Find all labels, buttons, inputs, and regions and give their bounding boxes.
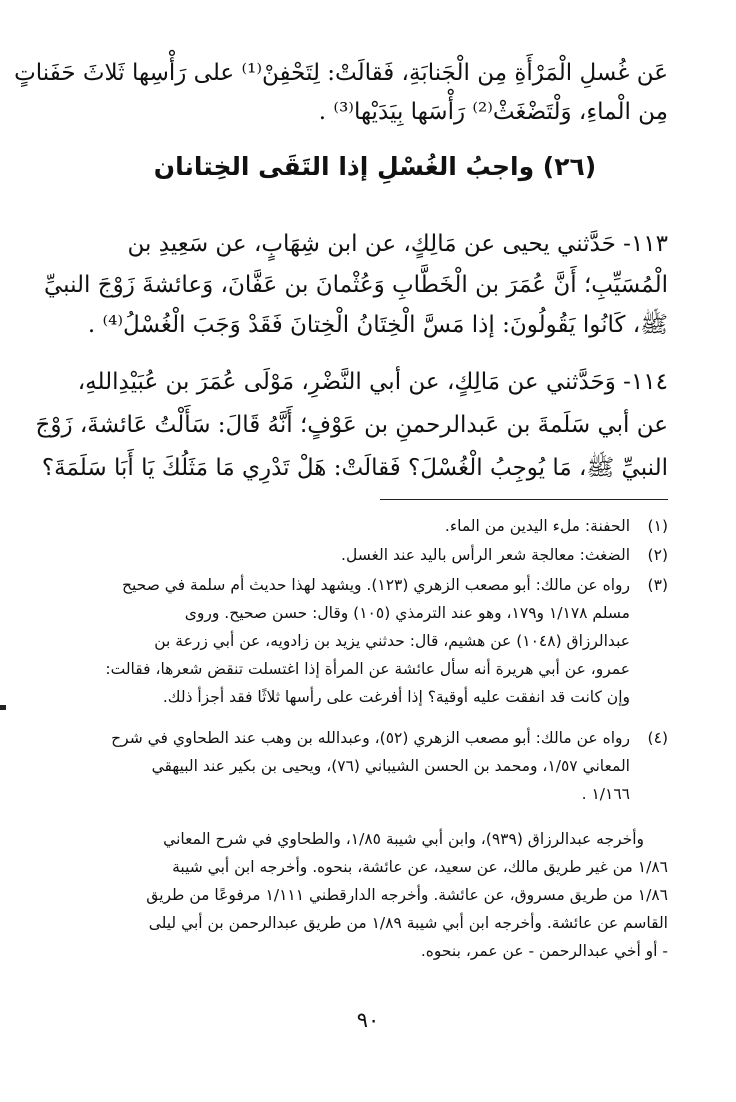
footnote-text: الحفنة: ملء اليدين من الماء. — [444, 517, 630, 535]
continuation-line: وأخرجه عبدالرزاق (٩٣٩)، وابن أبي شيبة ١/٨٥، والطحاوي في شرح المعاني — [163, 830, 644, 848]
footnote-text: رواه عن مالك: أبو مصعب الزهري (٥٢)، وعبدالله بن وهب عند الطحاوي في شرح — [111, 729, 630, 747]
page-number: ٩٠ — [356, 1008, 380, 1032]
footnote-number: (٢) — [647, 546, 668, 564]
chapter-heading: (٢٦) واجبُ الغُسْلِ إذا التَقَى الخِتانان — [153, 152, 597, 181]
footnote-4-line: ١/١٦٦ . — [581, 785, 630, 803]
footnote-3-line: مسلم ١/١٧٨ و١٧٩، وهو عند الترمذي (١٠٥) وقال: حسن صحيح. وروى — [184, 604, 630, 622]
footnote-4 — [82, 726, 668, 750]
paragraph-line: مِن الْماءِ، وَلْتَضْغَثْ⁽²⁾ رَأْسَها بِيَدَيْها⁽³⁾ . — [318, 99, 668, 125]
footnote-3 — [82, 573, 668, 597]
paragraph-line: عَن غُسلِ الْمَرْأَةِ مِن الْجَنابَةِ، فَقالَتْ: لِتَحْفِنْ⁽¹⁾ على رَأْسِها ثَلاثَ حَفَناتٍ — [14, 60, 668, 86]
hadith-114-line: النبيِّ ﷺ، مَا يُوجِبُ الْغُسْلَ؟ فَقالَتْ: هَلْ تَدْرِي مَا مَثَلُكَ يَا أَبَا سَلَمَةَ؟ — [41, 455, 668, 481]
continuation-line: ١/٨٦ من غير طريق مالك، عن سعيد، عن عائشة، بنحوه. وأخرجه ابن أبي شيبة — [172, 858, 668, 876]
hadith-113-line: ١١٣- حَدَّثني يحيى عن مَالِكٍ، عن ابن شِهَابٍ، عن سَعِيدِ بن — [127, 231, 668, 257]
hadith-113-line: ﷺ، كَانُوا يَقُولُونَ: إذا مَسَّ الْخِتَانُ الْخِتانَ فَقَدْ وَجَبَ الْغُسْلُ⁽⁴⁾ . — [87, 312, 668, 338]
hadith-114-line: ١١٤- وَحَدَّثني عن مَالِكٍ، عن أبي النَّضْرِ، مَوْلَى عُمَرَ بن عُبَيْدِاللهِ، — [77, 369, 668, 395]
footnote-divider — [380, 499, 668, 500]
footnote-number: (٣) — [647, 576, 668, 594]
hadith-113-line: الْمُسَيِّبِ؛ أَنَّ عُمَرَ بن الْخَطَّابِ وَعُثْمانَ بن عَفَّانَ، وَعائشةَ زَوْجَ النبيِّ — [44, 272, 668, 298]
footnote-number: (٤) — [647, 729, 668, 747]
footnote-2 — [82, 543, 668, 567]
footnote-3-line: وإن كانت قد انفقت عليه أوقية؟ إذا أفرغت على رأسها ثلاثًا فقد أجزأ ذلك. — [162, 688, 630, 706]
footnote-number: (١) — [647, 517, 668, 535]
continuation-line: القاسم عن عائشة. وأخرجه ابن أبي شيبة ١/٨٩ من طريق عبدالرحمن بن أبي ليلى — [148, 914, 668, 932]
footnote-1 — [82, 514, 668, 538]
continuation-line: ١/٨٦ من طريق مسروق، عن عائشة. وأخرجه الدارقطني ١/١١١ مرفوعًا من طريق — [146, 886, 668, 904]
scan-mark — [0, 705, 6, 710]
hadith-114-line: عن أبي سَلَمةَ بن عَبدالرحمنِ بن عَوْفٍ؛ أَنَّهُ قَالَ: سَأَلْتُ عَائشةَ، زَوْجَ — [35, 412, 668, 438]
footnote-text: رواه عن مالك: أبو مصعب الزهري (١٢٣). ويشهد لهذا حديث أم سلمة في صحيح — [122, 576, 630, 594]
continuation-line: - أو أخي عبدالرحمن - عن عمر، بنحوه. — [420, 942, 668, 960]
footnote-text: الضغث: معالجة شعر الرأس باليد عند الغسل. — [341, 546, 630, 564]
footnote-3-line: عمرو، عن أبي هريرة أنه سأل عائشة عن المرأة إذا اغتسلت تنقض شعرها، فقالت: — [105, 660, 630, 678]
footnote-3-line: عبدالرزاق (١٠٤٨) عن هشيم، قال: حدثني يزيد بن زادويه، عن أبي زرعة بن — [154, 632, 630, 650]
footnote-4-line: المعاني ١/٥٧، ومحمد بن الحسن الشيباني (٧٦)، ويحيى بن بكير عند البيهقي — [151, 757, 630, 775]
